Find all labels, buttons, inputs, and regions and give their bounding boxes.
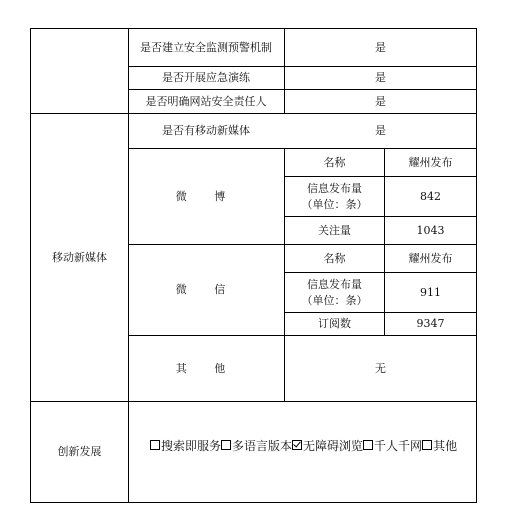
- weibo-followers-value: 1043: [416, 223, 445, 237]
- wechat-name-value: 耀州发布: [408, 251, 453, 265]
- weibo-label: 微 博: [175, 189, 238, 203]
- wechat-subscribers-label: 订阅数: [318, 317, 351, 330]
- wechat-name-label: 名称: [323, 251, 346, 265]
- weibo-posts-label: 信息发布量（单位：条）: [301, 181, 368, 211]
- checkbox-icon[interactable]: [150, 440, 160, 450]
- checkbox-icon[interactable]: [363, 440, 373, 450]
- option-label: 无障碍浏览: [303, 438, 364, 453]
- security-value-monitoring: 是: [375, 40, 386, 54]
- has-mobile-value: 是: [375, 124, 386, 137]
- weibo-name-label: 名称: [323, 155, 346, 169]
- security-value-drill: 是: [375, 71, 386, 84]
- has-mobile-label: 是否有移动新媒体: [162, 124, 250, 137]
- security-value-owner: 是: [375, 94, 386, 108]
- checkbox-icon[interactable]: [422, 440, 432, 450]
- option-label: 搜索即服务: [161, 438, 222, 453]
- wechat-posts-value: 911: [420, 285, 441, 299]
- checkbox-checked-icon[interactable]: [292, 440, 302, 450]
- wechat-posts-label: 信息发布量（单位：条）: [301, 277, 368, 307]
- wechat-label: 微 信: [175, 283, 238, 296]
- mobile-section-label: 移动新媒体: [52, 250, 107, 264]
- option-other[interactable]: [422, 437, 457, 454]
- security-label-drill: 是否开展应急演练: [162, 71, 250, 84]
- weibo-posts-value: 842: [420, 189, 441, 203]
- option-multilingual[interactable]: [221, 437, 292, 454]
- wechat-subscribers-value: 9347: [416, 317, 445, 330]
- option-label: 多语言版本: [232, 438, 293, 453]
- option-label: 千人千网: [374, 438, 423, 453]
- innovation-options: [150, 435, 480, 455]
- security-label-owner: 是否明确网站安全责任人: [145, 94, 267, 108]
- weibo-name-value: 耀州发布: [408, 155, 453, 169]
- weibo-followers-label: 关注量: [318, 223, 351, 237]
- option-label: 其他: [433, 438, 458, 453]
- innovation-section-label: 创新发展: [57, 445, 102, 458]
- option-personalized[interactable]: [363, 437, 422, 454]
- option-search-as-service[interactable]: [150, 437, 221, 454]
- option-accessibility[interactable]: [292, 437, 363, 454]
- other-value: 无: [375, 361, 386, 375]
- security-label-monitoring: 是否建立安全监测预警机制: [140, 40, 272, 54]
- checkbox-icon[interactable]: [221, 440, 231, 450]
- other-label: 其 他: [175, 361, 238, 375]
